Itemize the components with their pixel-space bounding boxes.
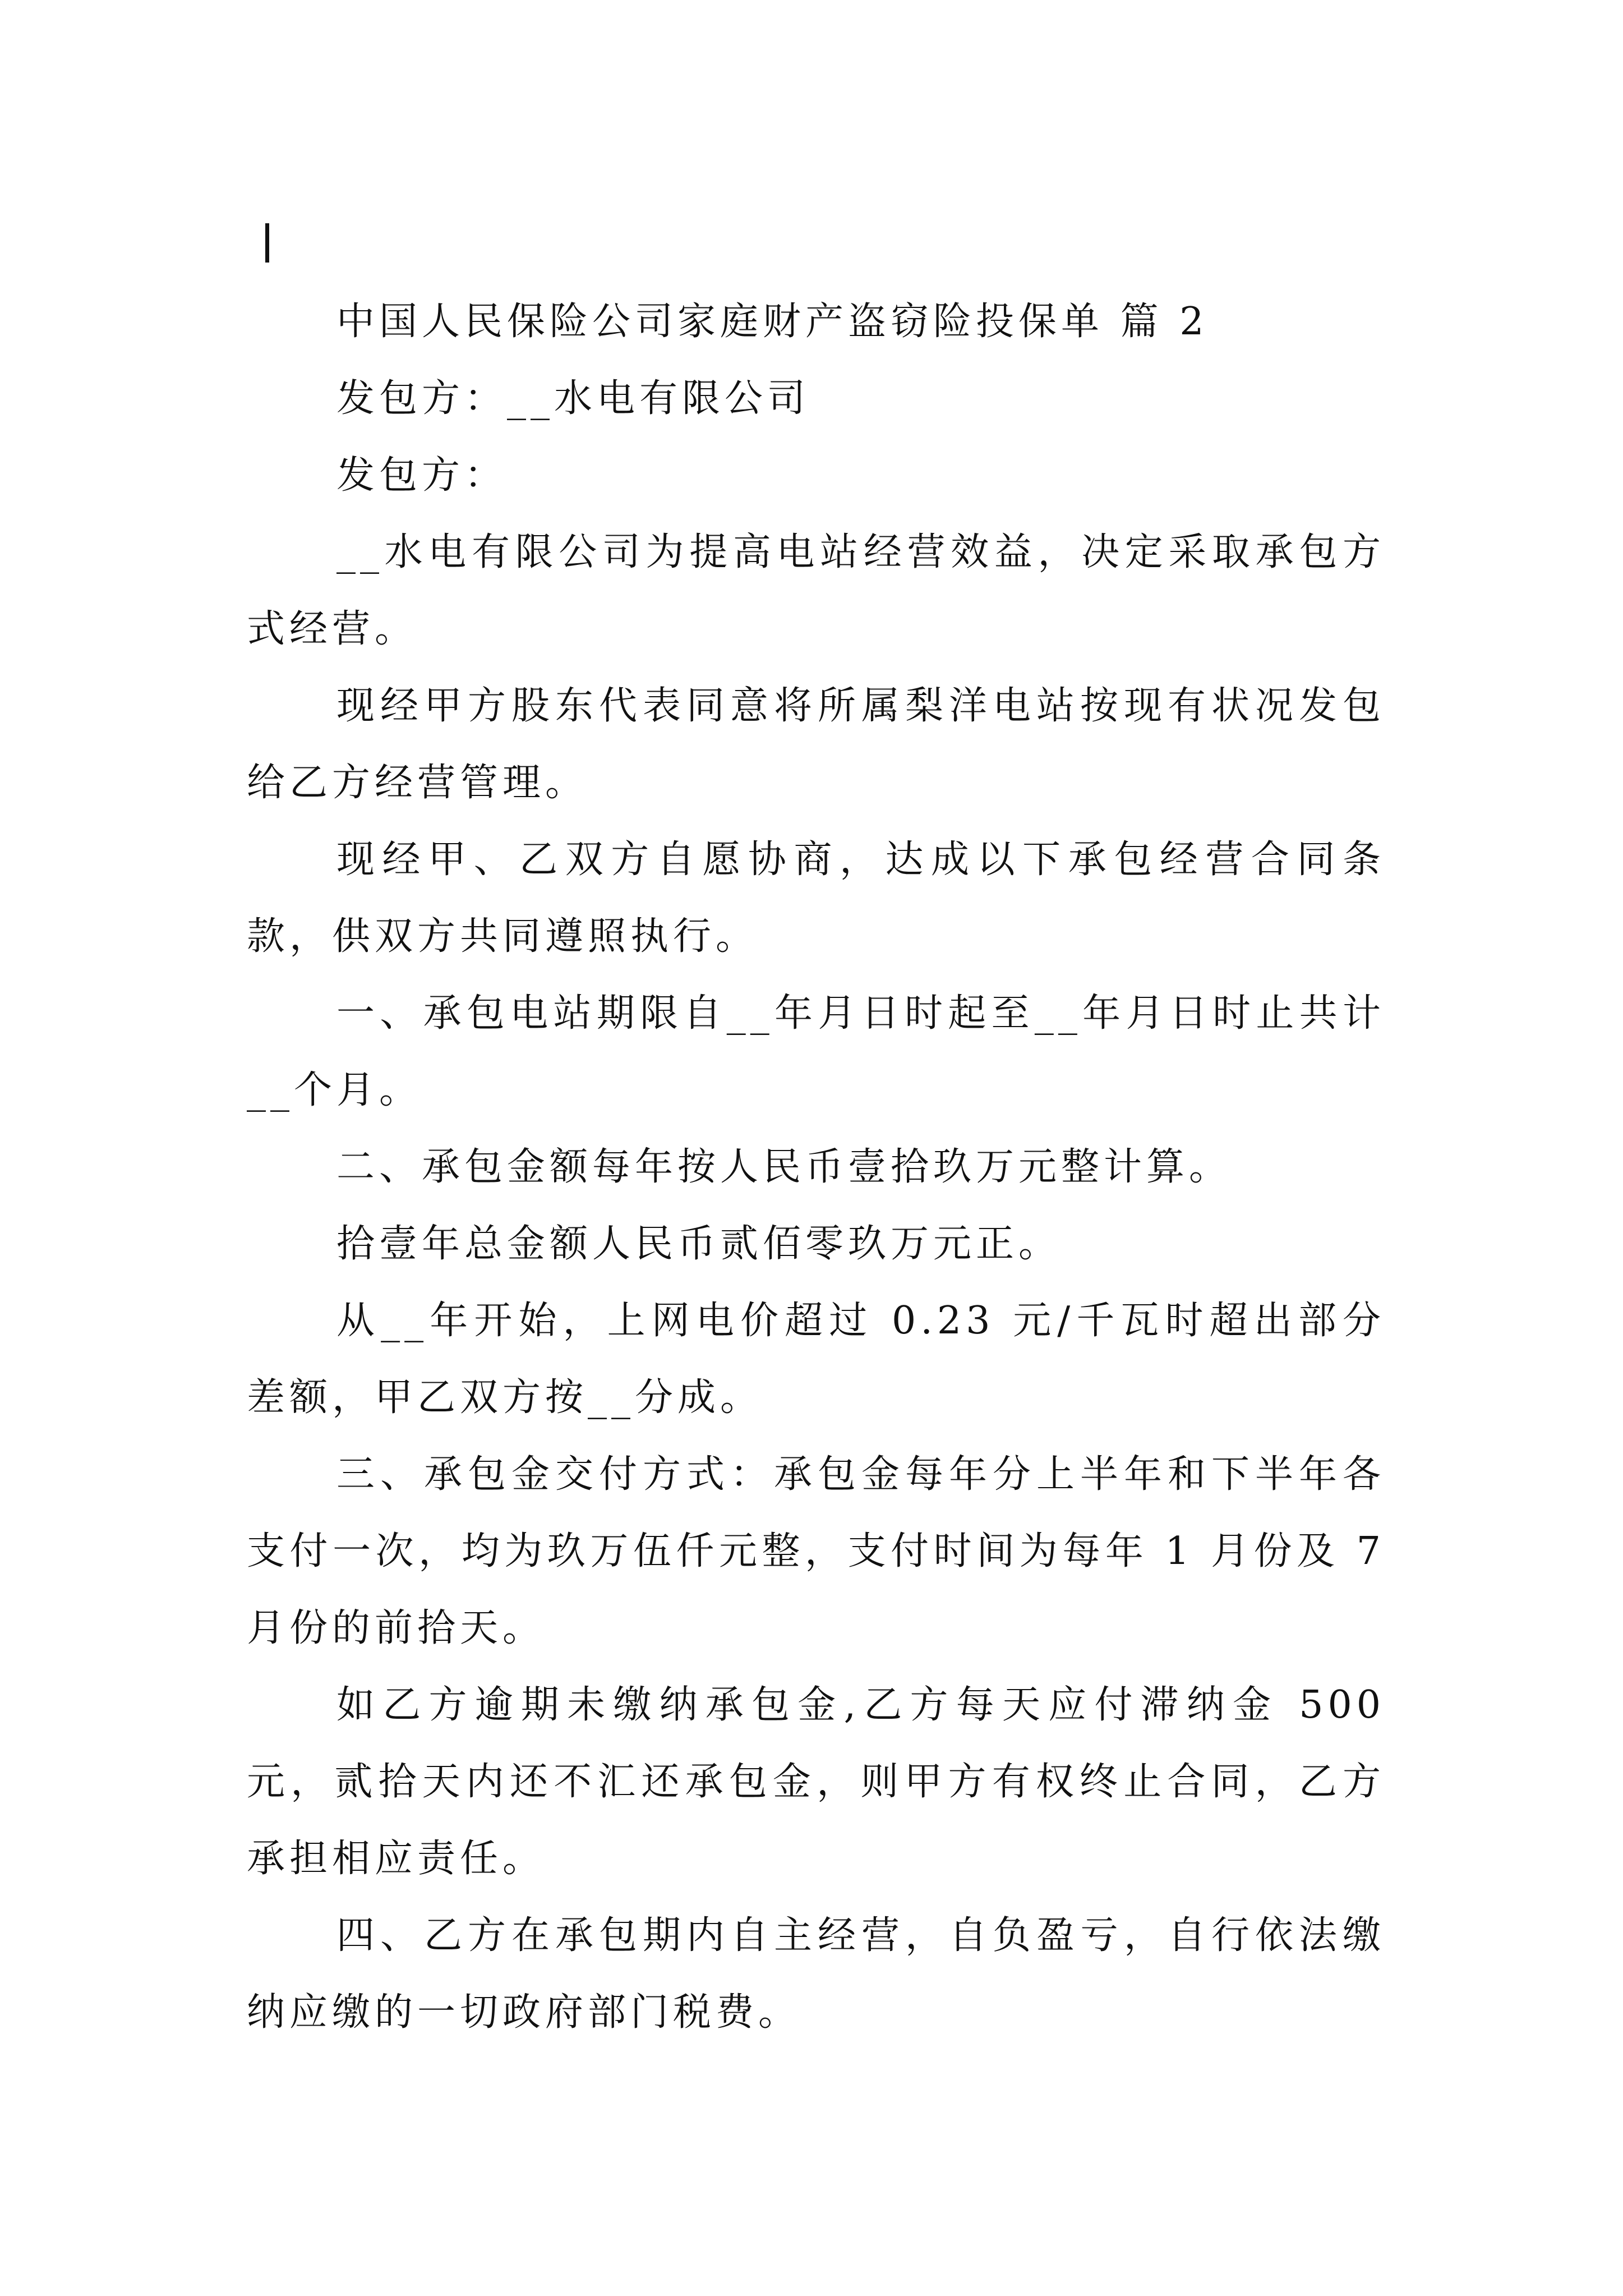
paragraph-7: 二、承包金额每年按人民币壹拾玖万元整计算。 — [336, 1145, 1232, 1189]
paragraph-10: 三、承包金交付方式：承包金每年分上半年和下半年各支付一次，均为玖万伍仟元整，支付时间为每年 1 月份及 7 月份的前拾天。 — [247, 1452, 1385, 1650]
paragraph-4: 现经甲方股东代表同意将所属梨洋电站按现有状况发包给乙方经营管理。 — [247, 684, 1385, 805]
paragraph-6: 一、承包电站期限自__年月日时起至__年月日时止共计__个月。 — [247, 991, 1385, 1112]
paragraph-11: 如乙方逾期未缴纳承包金,乙方每天应付滞纳金 500 元，贰拾天内还不汇还承包金，则甲方有权终止合同，乙方承担相应责任。 — [247, 1683, 1385, 1881]
paragraph-9: 从__年开始，上网电价超过 0.23 元/千瓦时超出部分差额，甲乙双方按__分成。 — [247, 1299, 1385, 1420]
paragraph-2: 发包方： — [336, 453, 508, 498]
paragraph-12: 四、乙方在承包期内自主经营，自负盈亏，自行依法缴纳应缴的一切政府部门税费。 — [247, 1913, 1385, 2035]
text-cursor — [265, 223, 269, 263]
document-body — [247, 283, 1385, 2051]
paragraph-8: 拾壹年总金额人民币贰佰零玖万元正。 — [336, 1222, 1062, 1266]
paragraph-5: 现经甲、乙双方自愿协商，达成以下承包经营合同条款，供双方共同遵照执行。 — [247, 838, 1385, 959]
document-title: 中国人民保险公司家庭财产盗窃险投保单 篇 2 — [336, 300, 1209, 344]
paragraph-3: __水电有限公司为提高电站经营效益，决定采取承包方式经营。 — [247, 530, 1385, 651]
paragraph-1: 发包方：__水电有限公司 — [336, 376, 810, 421]
